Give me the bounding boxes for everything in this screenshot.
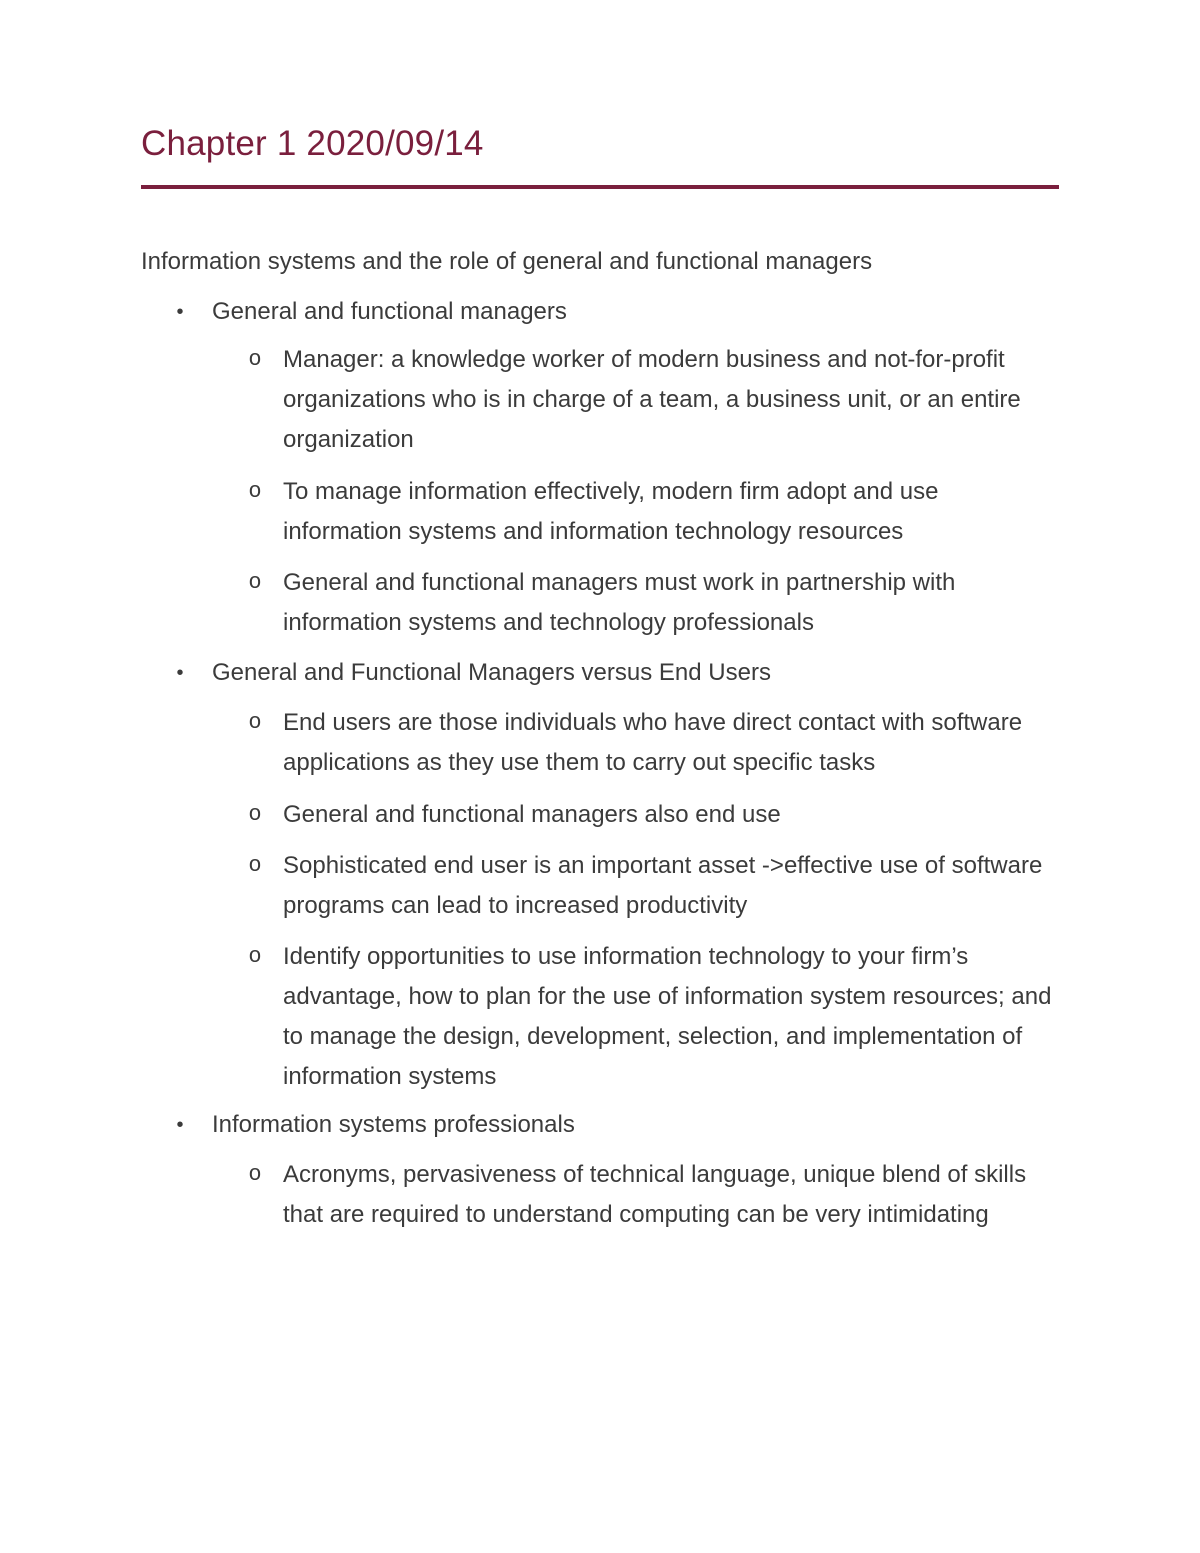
sub-item-text: Manager: a knowledge worker of modern business and not-for-profit organizations who is in charge of a team, a business unit, or an entire organization [283, 346, 1021, 453]
sub-list-item [248, 340, 1063, 460]
sub-list-item [248, 563, 1063, 643]
intro-paragraph: Information systems and the role of general and functional managers [141, 248, 873, 275]
page-title: Chapter 1 2020/09/14 [141, 124, 484, 163]
title-divider [141, 185, 1059, 189]
sub-list-item [248, 937, 1063, 1097]
sub-item-text: End users are those individuals who have direct contact with software applications as they use them to carry out specific tasks [283, 709, 1023, 776]
sub-item-text: To manage information effectively, modern firm adopt and use information systems and information technology resources [283, 478, 939, 545]
sub-bullet-icon: o [248, 710, 262, 735]
bullet-icon: • [176, 301, 184, 323]
sub-list-item [248, 846, 1063, 926]
bullet-icon: • [176, 1114, 184, 1136]
sub-list-item [248, 703, 1063, 783]
sub-bullet-icon: o [248, 479, 262, 504]
list-item-section-1 [176, 294, 567, 330]
sub-list-item [248, 795, 1063, 835]
bullet-icon: • [176, 662, 184, 684]
list-item-section-2 [176, 655, 771, 691]
sub-bullet-icon: o [248, 347, 262, 372]
sub-bullet-icon: o [248, 853, 262, 878]
sub-list-item [248, 472, 1063, 552]
sub-bullet-icon: o [248, 944, 262, 969]
list-item-section-3 [176, 1107, 575, 1143]
section-heading: Information systems professionals [212, 1111, 575, 1138]
sub-bullet-icon: o [248, 802, 262, 827]
sub-item-text: Acronyms, pervasiveness of technical language, unique blend of skills that are required to understand computing can be very intimidating [283, 1161, 1027, 1228]
section-heading: General and Functional Managers versus End Users [212, 659, 771, 686]
sub-bullet-icon: o [248, 570, 262, 595]
sub-item-text: General and functional managers also end use [283, 801, 781, 828]
section-heading: General and functional managers [212, 298, 567, 325]
sub-item-text: General and functional managers must work in partnership with information systems and technology professionals [283, 569, 956, 636]
sub-item-text: Sophisticated end user is an important asset ->effective use of software programs can lead to increased productivity [283, 852, 1043, 919]
sub-bullet-icon: o [248, 1162, 262, 1187]
sub-item-text: Identify opportunities to use information technology to your firm’s advantage, how to plan for the use of information system resources; and to manage the design, development, selection, and implementation of information systems [283, 943, 1052, 1090]
sub-list-item [248, 1155, 1063, 1235]
